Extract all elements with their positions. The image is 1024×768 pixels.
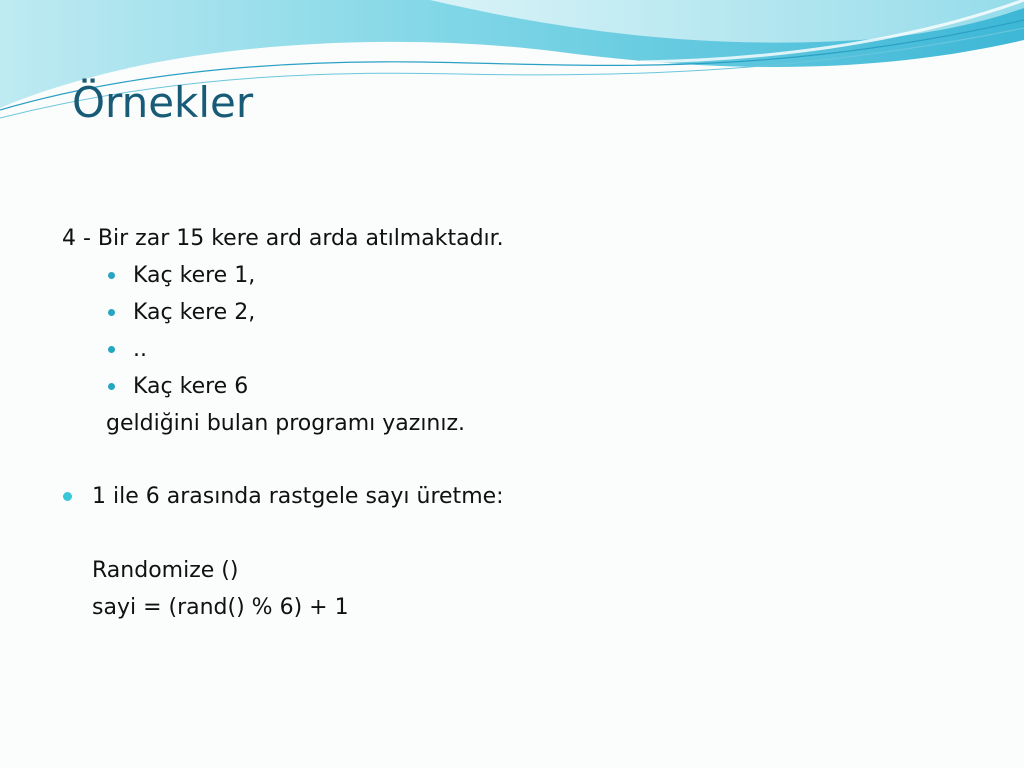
sub-item-2: Kaç kere 2, — [133, 300, 256, 325]
bullet-icon — [108, 272, 115, 279]
bullet-icon — [108, 383, 115, 390]
sub-item-1: Kaç kere 1, — [133, 263, 256, 288]
bullet-icon — [108, 309, 115, 316]
code-line-1: Randomize () — [92, 558, 239, 583]
sub-item-ellipsis: .. — [133, 337, 147, 362]
sub-item-6: Kaç kere 6 — [133, 374, 249, 399]
main-bullet-text: 1 ile 6 arasında rastgele sayı üretme: — [92, 484, 504, 509]
slide-title: Örnekler — [72, 78, 254, 127]
intro-text: 4 - Bir zar 15 kere ard arda atılmaktadır. — [62, 226, 504, 251]
code-line-2: sayi = (rand() % 6) + 1 — [92, 595, 349, 620]
closing-text: geldiğini bulan programı yazınız. — [106, 411, 466, 436]
bullet-icon — [63, 492, 72, 501]
bullet-icon — [108, 346, 115, 353]
